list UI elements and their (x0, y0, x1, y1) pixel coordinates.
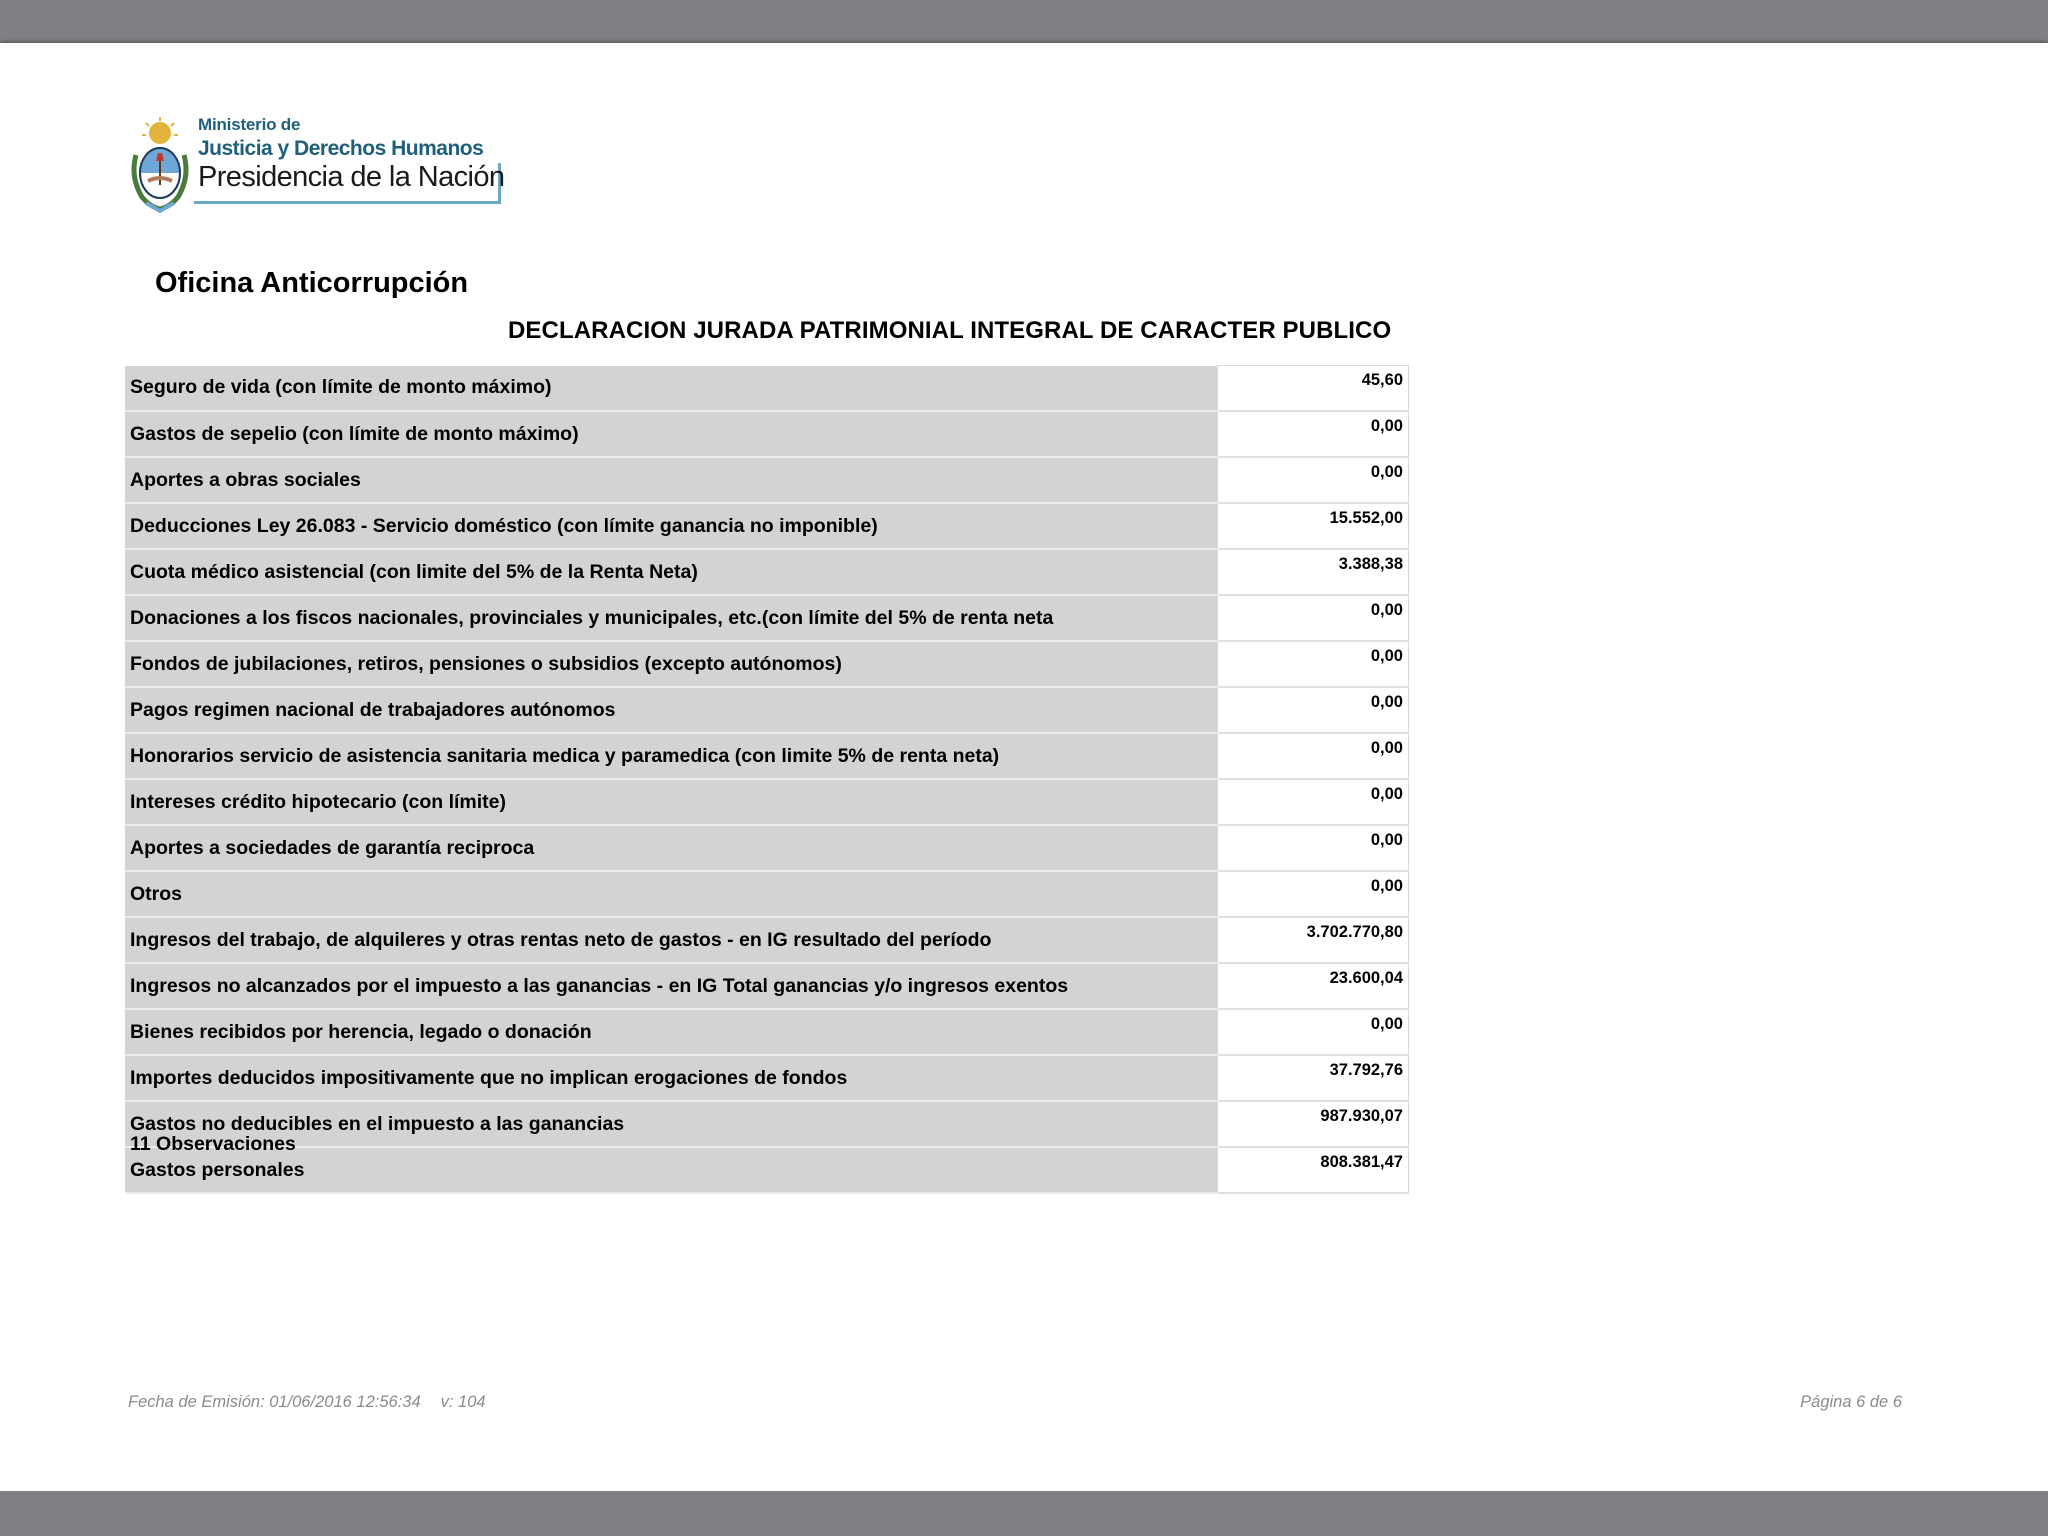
document-title: DECLARACION JURADA PATRIMONIAL INTEGRAL DE CARACTER PUBLICO (508, 317, 1392, 344)
table-row (125, 825, 1409, 871)
table-row (125, 641, 1409, 687)
row-value: 23.600,04 (1217, 963, 1408, 1009)
row-value: 987.930,07 (1217, 1101, 1408, 1147)
logo-presidencia-text: Presidencia de la Nación (198, 161, 505, 193)
footer-emission (128, 1393, 486, 1412)
table-row (125, 1147, 1409, 1193)
table-row (125, 871, 1409, 917)
row-label: Aportes a sociedades de garantía reciproca (125, 825, 1217, 871)
row-value: 45,60 (1217, 366, 1408, 412)
row-label: Otros (125, 871, 1217, 917)
row-value: 0,00 (1217, 457, 1408, 503)
row-value: 3.388,38 (1217, 549, 1408, 595)
viewer-bottom-bar (0, 1491, 2048, 1536)
table-row (125, 595, 1409, 641)
ministry-logo (128, 113, 504, 217)
deductions-table (125, 365, 1409, 1194)
logo-ministerio-text: Ministerio de (198, 115, 301, 134)
row-label: Intereses crédito hipotecario (con límite) (125, 779, 1217, 825)
coat-of-arms-icon (128, 115, 192, 215)
row-label: Fondos de jubilaciones, retiros, pensiones o subsidios (excepto autónomos) (125, 641, 1217, 687)
table-row (125, 687, 1409, 733)
row-label: Seguro de vida (con límite de monto máximo) (125, 366, 1217, 412)
row-value: 0,00 (1217, 595, 1408, 641)
document-page (0, 43, 2048, 1491)
table-row (125, 411, 1409, 457)
table-row (125, 1101, 1409, 1147)
row-value: 15.552,00 (1217, 503, 1408, 549)
observations-heading: 11 Observaciones (130, 1133, 296, 1155)
table-row (125, 963, 1409, 1009)
row-label: Ingresos no alcanzados por el impuesto a las ganancias - en IG Total ganancias y/o ingresos exentos (125, 963, 1217, 1009)
row-value: 0,00 (1217, 733, 1408, 779)
table-row (125, 503, 1409, 549)
row-value: 0,00 (1217, 779, 1408, 825)
row-label: Cuota médico asistencial (con limite del 5% de la Renta Neta) (125, 549, 1217, 595)
row-value: 3.702.770,80 (1217, 917, 1408, 963)
table-row (125, 1009, 1409, 1055)
table-row (125, 366, 1409, 412)
table-row (125, 549, 1409, 595)
viewer-top-bar (0, 0, 2048, 43)
table-row (125, 733, 1409, 779)
table-row (125, 457, 1409, 503)
page-number: Página 6 de 6 (1800, 1393, 1902, 1411)
row-value: 0,00 (1217, 1009, 1408, 1055)
row-value: 0,00 (1217, 641, 1408, 687)
row-label: Gastos de sepelio (con límite de monto máximo) (125, 411, 1217, 457)
row-label: Pagos regimen nacional de trabajadores autónomos (125, 687, 1217, 733)
row-label: Ingresos del trabajo, de alquileres y otras rentas neto de gastos - en IG resultado del período (125, 917, 1217, 963)
emission-date: Fecha de Emisión: 01/06/2016 12:56:34 (128, 1393, 421, 1411)
row-value: 808.381,47 (1217, 1147, 1408, 1193)
table-row (125, 1055, 1409, 1101)
version-label: v: 104 (440, 1393, 486, 1411)
table-row (125, 917, 1409, 963)
row-label: Deducciones Ley 26.083 - Servicio doméstico (con límite ganancia no imponible) (125, 503, 1217, 549)
row-label: Donaciones a los fiscos nacionales, provinciales y municipales, etc.(con límite del 5% de renta neta (125, 595, 1217, 641)
row-label: Bienes recibidos por herencia, legado o donación (125, 1009, 1217, 1055)
office-name: Oficina Anticorrupción (155, 267, 469, 299)
row-label: Gastos no deducibles en el impuesto a las ganancias (125, 1101, 1217, 1147)
row-value: 0,00 (1217, 825, 1408, 871)
row-value: 0,00 (1217, 871, 1408, 917)
table-row (125, 779, 1409, 825)
row-label: Honorarios servicio de asistencia sanitaria medica y paramedica (con limite 5% de renta neta) (125, 733, 1217, 779)
logo-justicia-text: Justicia y Derechos Humanos (198, 137, 484, 160)
row-label: Aportes a obras sociales (125, 457, 1217, 503)
row-label: Gastos personales (125, 1147, 1217, 1193)
row-value: 37.792,76 (1217, 1055, 1408, 1101)
row-value: 0,00 (1217, 411, 1408, 457)
row-label: Importes deducidos impositivamente que no implican erogaciones de fondos (125, 1055, 1217, 1101)
row-value: 0,00 (1217, 687, 1408, 733)
